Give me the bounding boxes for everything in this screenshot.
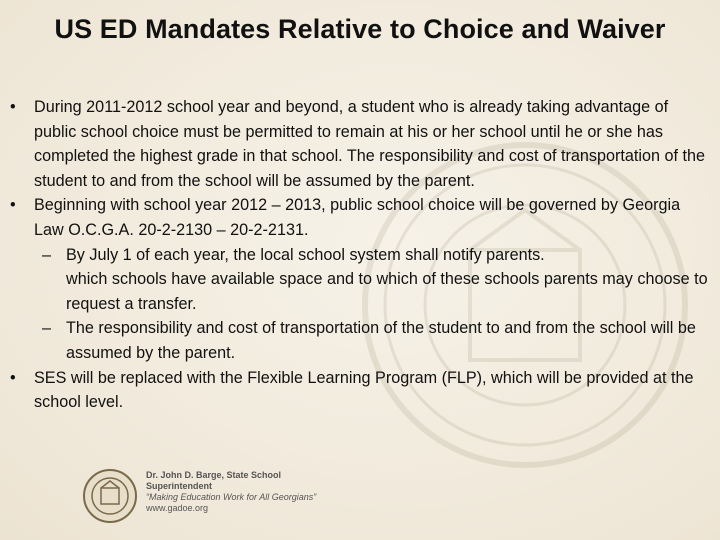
bullet-dot-icon: • — [10, 98, 16, 116]
dash-icon: – — [42, 245, 52, 264]
footer-url: www.gadoe.org — [146, 503, 209, 513]
sub-item-text: The responsibility and cost of transportation of the student to and from the school will be assumed by the parent. — [66, 319, 696, 362]
bullet-item — [10, 366, 710, 415]
bullet-dot-icon: • — [10, 368, 16, 387]
slide-title: US ED Mandates Relative to Choice and Waiver — [54, 14, 666, 44]
bullet-text: Beginning with school year 2012 – 2013, public school choice will be governed by Georgia Law O.C.G.A. 20-2-2130 – 20-2-2131. — [34, 196, 681, 239]
georgia-seal-logo — [82, 466, 138, 526]
continuation-text: which schools have available space and to which of these schools parents may choose to request a transfer. — [66, 270, 708, 313]
sub-item — [10, 316, 710, 365]
bullet-dot-icon: • — [10, 196, 16, 215]
bullet-item — [10, 95, 710, 193]
footer-text — [146, 470, 342, 514]
bullet-text: SES will be replaced with the Flexible Learning Program (FLP), which will be provided at the school level. — [34, 368, 694, 412]
footer-slogan: “Making Education Work for All Georgians” — [146, 492, 317, 502]
footer — [82, 466, 342, 530]
superintendent-name: Dr. John D. Barge, State School Superintendent — [146, 470, 282, 491]
slide-content — [10, 95, 710, 415]
sub-item — [10, 243, 710, 268]
dash-icon: – — [42, 319, 52, 338]
bullet-item — [10, 193, 710, 242]
bullet-text: During 2011-2012 school year and beyond, a student who is already taking advantage of public school choice must be permitted to remain at his or her school until he or she has completed the highest grade in that school. The responsibility and cost of transportation of the student to and from the school will be assumed by the parent. — [34, 98, 705, 190]
sub-item-text: By July 1 of each year, the local school system shall notify parents. — [66, 245, 545, 264]
